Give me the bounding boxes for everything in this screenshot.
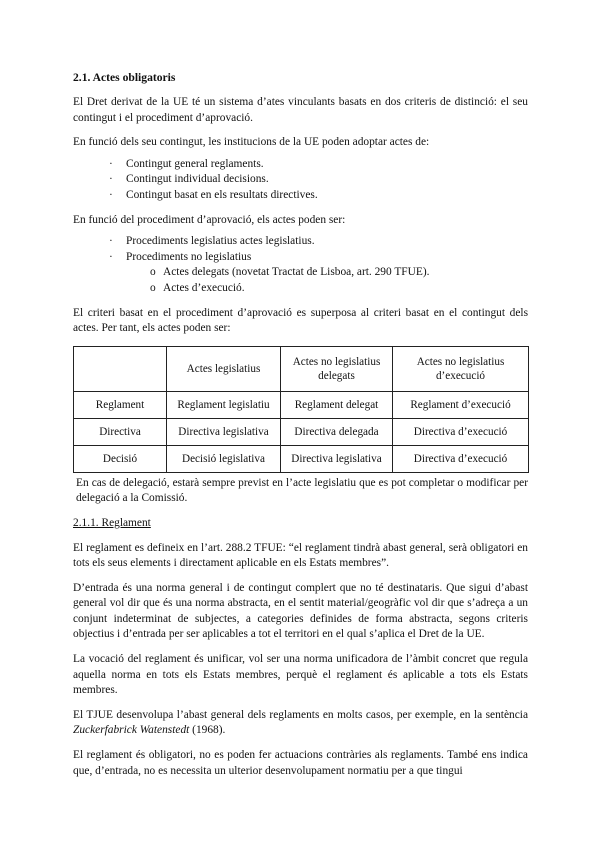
page-content xyxy=(73,70,528,788)
table-row xyxy=(74,391,529,418)
table-header-cell: Actes no legislatius delegats xyxy=(281,346,393,391)
table-cell: Reglament delegat xyxy=(281,391,393,418)
paragraph-intro: El Dret derivat de la UE té un sistema d’ates vinculants basats en dos criteris de distinció: el seu contingut i el procediment d’aprovació. xyxy=(73,96,528,124)
paragraph-superposition: El criteri basat en el procediment d’aprovació es superposa al criteri basat en el contingut dels actes. Per tant, els actes poden ser: xyxy=(73,306,528,335)
list-item: · Contingut basat en els resultats directives. xyxy=(109,188,528,204)
sublist-item: o Actes d’execució. xyxy=(150,281,528,297)
table-cell: Directiva legislativa xyxy=(167,418,281,445)
table-cell: Directiva d’execució xyxy=(393,418,529,445)
table-cell: Reglament legislatiu xyxy=(167,391,281,418)
table-cell: Reglament d’execució xyxy=(393,391,529,418)
list-item: · Procediments legislatius actes legislatius. xyxy=(109,234,528,250)
paragraph-procedure-criteria: En funció del procediment d’aprovació, els actes poden ser: xyxy=(73,213,346,226)
acts-table xyxy=(73,346,529,473)
text-run: (1968). xyxy=(189,724,226,737)
list-item: · Contingut individual decisions. xyxy=(109,172,528,188)
table-row-label: Decisió xyxy=(74,445,167,472)
case-name: Zuckerfabrick Watenstedt xyxy=(73,724,190,737)
paragraph-definition: El reglament es defineix en l’art. 288.2 TFUE: “el reglament tindrà abast general, serà obligatori en tots els seus elements i directament aplicable en els Estats membres”. xyxy=(73,541,528,570)
table-cell: Directiva delegada xyxy=(281,418,393,445)
paragraph-tjue xyxy=(73,708,528,739)
sublist-item: o Actes delegats (novetat Tractat de Lisboa, art. 290 TFUE). xyxy=(150,265,528,281)
list-item-label: Procediments no legislatius xyxy=(126,250,252,263)
table-row-label: Directiva xyxy=(74,418,167,445)
table-header-row xyxy=(74,346,529,391)
paragraph-obligatory: El reglament és obligatori, no es poden fer actuacions contràries als reglaments. També ens indica que, d’entrada, no es necessita un ulterior desenvolupament normatiu per a que tingui xyxy=(73,749,528,777)
table-cell: Directiva d’execució xyxy=(393,445,529,472)
list-item-with-sublist xyxy=(109,250,528,297)
table-header-cell: Actes no legislatius d’execució xyxy=(393,346,529,391)
section-title: 2.1. Actes obligatoris xyxy=(73,71,176,84)
procedure-sublist xyxy=(126,265,528,296)
table-header-cell xyxy=(74,346,167,391)
paragraph-delegation: En cas de delegació, estarà sempre previst en l’acte legislatiu que es pot completar o modificar per delegació a la Comissió. xyxy=(76,476,528,505)
text-run: El TJUE desenvolupa l’abast general dels reglaments en molts casos, per exemple, en la sentència xyxy=(73,708,528,721)
table-row xyxy=(74,445,529,472)
paragraph-unification: La vocació del reglament és unificar, vol ser una norma unificadora de l’àmbit concret que regula aquella norma en tots els Estats membres, perquè el reglament és aplicable a tots els Estats membres. xyxy=(73,653,528,697)
list-item: · Contingut general reglaments. xyxy=(109,157,528,173)
table-cell: Decisió legislativa xyxy=(167,445,281,472)
procedure-list xyxy=(73,234,528,296)
paragraph-content-criteria: En funció dels seu contingut, les institucions de la UE poden adoptar actes de: xyxy=(73,136,430,149)
table-header-cell: Actes legislatius xyxy=(167,346,281,391)
content-list xyxy=(73,157,528,204)
table-row-label: Reglament xyxy=(74,391,167,418)
table-row xyxy=(74,418,529,445)
table-cell: Directiva legislativa xyxy=(281,445,393,472)
subsection-title: 2.1.1. Reglament xyxy=(73,516,151,529)
paragraph-general-scope: D’entrada és una norma general i de contingut complert que no té destinataris. Que sigui d’abast general vol dir que és una norma abstracta, en el sentit material/geogràfic vol dir que s’adreça a un conjunt indeterminat de subjectes, a categories definides de forma abstracta, segons criteris objectius i d’entrada per ser aplicables a tot el territori en el qual s’aplica el Dret de la UE. xyxy=(73,581,528,641)
